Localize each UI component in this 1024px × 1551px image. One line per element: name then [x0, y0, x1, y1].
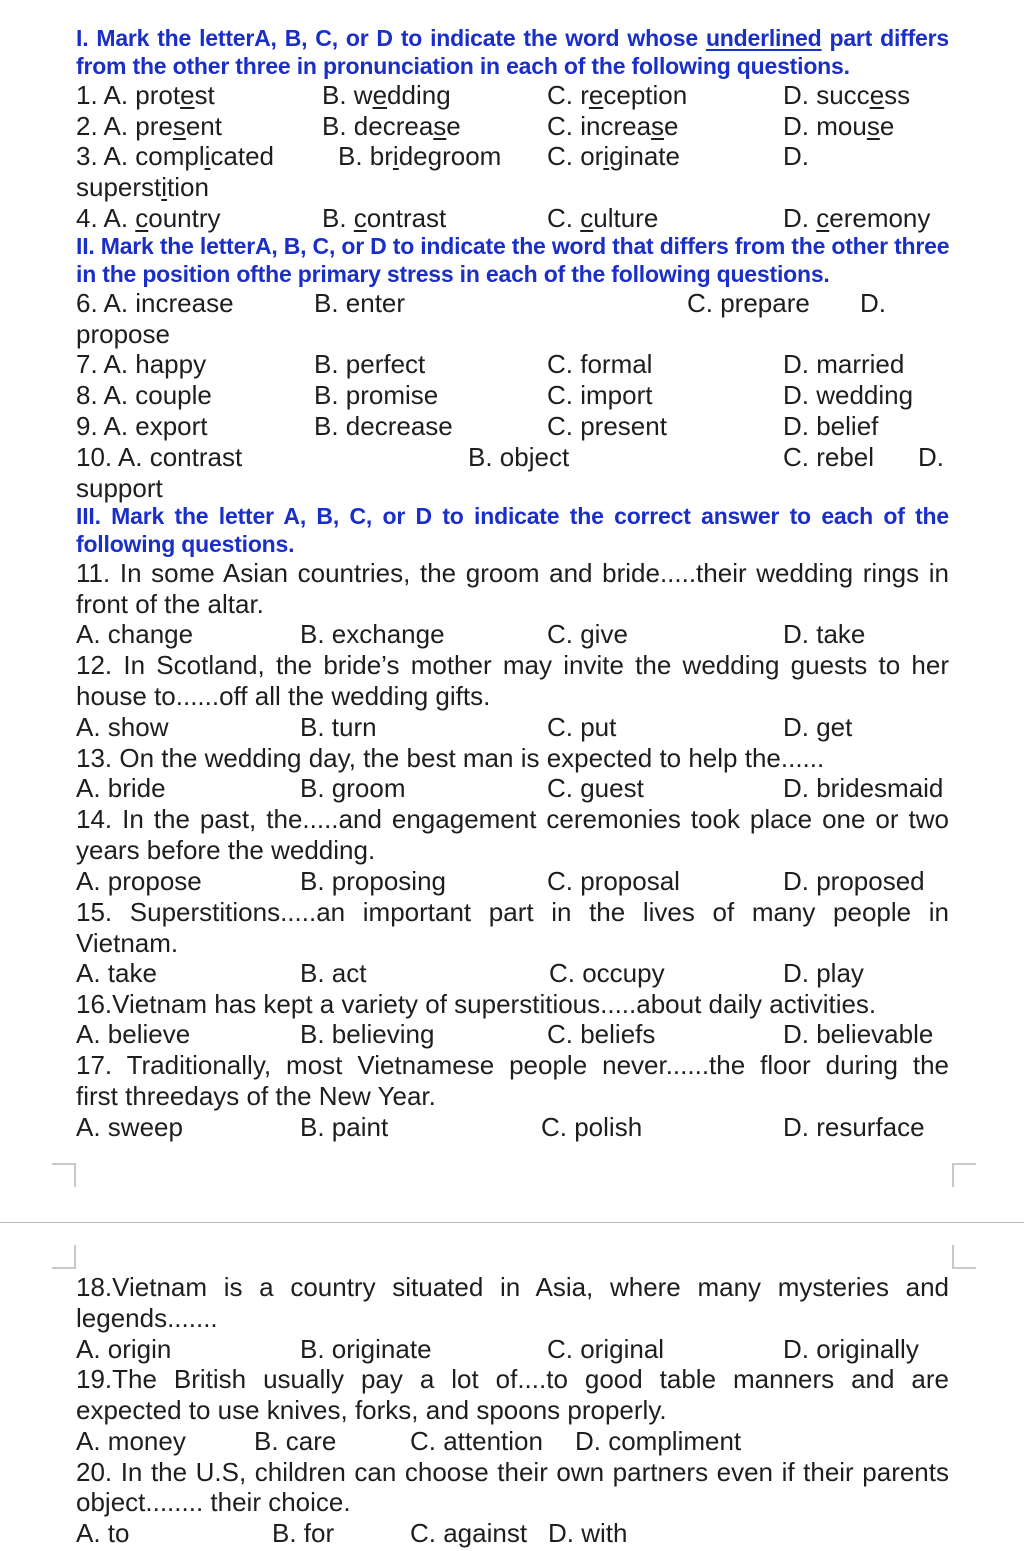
q12-option-c: C. put — [547, 712, 617, 742]
q19-stem-line2: expected to use knives, forks, and spoons properly. — [76, 1395, 667, 1425]
section1-heading-line2: from the other three in pronunciation in each of the following questions. — [76, 53, 850, 79]
q12-option-a: A. show — [76, 712, 169, 742]
q6-option-d-continued: propose — [76, 319, 170, 349]
q2-option-b: B. decrease — [322, 111, 461, 141]
q2-option-d: D. mouse — [783, 111, 895, 141]
section3-heading-line2: following questions. — [76, 531, 295, 557]
q4-option-d: D. ceremony — [783, 203, 931, 233]
q10-option-d: D. — [918, 442, 944, 472]
q10-option-c: C. rebel — [783, 442, 875, 472]
q16-option-a: A. believe — [76, 1019, 191, 1049]
q10-option-b: B. object — [468, 442, 570, 472]
q14-option-d: D. proposed — [783, 866, 925, 896]
q20-option-b: B. for — [272, 1518, 335, 1548]
q10-option-a: 10. A. contrast — [76, 442, 243, 472]
q3-option-a: 3. A. complicated — [76, 141, 275, 171]
page-corner-mark — [52, 1163, 76, 1187]
q17-option-a: A. sweep — [76, 1112, 183, 1142]
q6-option-a: 6. A. increase — [76, 288, 234, 318]
section3-heading-line1: III. Mark the letter A, B, C, or D to indicate the correct answer to each of the — [76, 503, 949, 529]
q3-option-d-continued: superstition — [76, 172, 209, 202]
q20-stem-line1: 20. In the U.S, children can choose their own partners even if their parents — [76, 1457, 949, 1487]
q15-option-a: A. take — [76, 958, 157, 988]
q6-option-c: C. prepare — [687, 288, 810, 318]
q12-option-d: D. get — [783, 712, 853, 742]
q9-option-c: C. present — [547, 411, 667, 441]
q17-option-b: B. paint — [300, 1112, 389, 1142]
q19-option-b: B. care — [254, 1426, 337, 1456]
page-break-divider — [0, 1222, 1024, 1223]
q15-option-b: B. act — [300, 958, 367, 988]
q14-option-b: B. proposing — [300, 866, 446, 896]
q16-option-d: D. believable — [783, 1019, 934, 1049]
q13-option-d: D. bridesmaid — [783, 773, 944, 803]
q16-option-b: B. believing — [300, 1019, 435, 1049]
q15-stem-line1: 15. Superstitions.....an important part in the lives of many people in — [76, 897, 949, 927]
q18-option-d: D. originally — [783, 1334, 919, 1364]
q13-option-b: B. groom — [300, 773, 406, 803]
q8-option-d: D. wedding — [783, 380, 914, 410]
q3-option-c: C. originate — [547, 141, 680, 171]
q11-option-c: C. give — [547, 619, 628, 649]
q13-stem-line1: 13. On the wedding day, the best man is expected to help the...... — [76, 743, 825, 773]
q8-option-a: 8. A. couple — [76, 380, 212, 410]
q15-stem-line2: Vietnam. — [76, 928, 179, 958]
q19-option-c: C. attention — [410, 1426, 543, 1456]
q20-option-a: A. to — [76, 1518, 130, 1548]
q20-stem-line2: object........ their choice. — [76, 1487, 351, 1517]
q11-stem-line2: front of the altar. — [76, 589, 264, 619]
q8-option-b: B. promise — [314, 380, 439, 410]
section1-heading-line1: I. Mark the letterA, B, C, or D to indicate the word whose underlined part differs — [76, 25, 949, 51]
q14-option-c: C. proposal — [547, 866, 680, 896]
q18-option-b: B. originate — [300, 1334, 432, 1364]
page-corner-mark — [52, 1245, 76, 1269]
q11-option-b: B. exchange — [300, 619, 445, 649]
q18-stem-line2: legends....... — [76, 1303, 218, 1333]
q17-option-d: D. resurface — [783, 1112, 925, 1142]
q17-option-c: C. polish — [541, 1112, 643, 1142]
q10-option-d-continued: support — [76, 473, 163, 503]
q18-option-a: A. origin — [76, 1334, 172, 1364]
q19-stem-line1: 19.The British usually pay a lot of....to good table manners and are — [76, 1364, 949, 1394]
q11-option-a: A. change — [76, 619, 194, 649]
q1-option-b: B. wedding — [322, 80, 451, 110]
q6-option-b: B. enter — [314, 288, 406, 318]
q4-option-c: C. culture — [547, 203, 659, 233]
q13-option-c: C. guest — [547, 773, 644, 803]
q4-option-b: B. contrast — [322, 203, 447, 233]
q17-stem-line1: 17. Traditionally, most Vietnamese people never......the floor during the — [76, 1050, 949, 1080]
q7-option-d: D. married — [783, 349, 905, 379]
q6-option-d: D. — [860, 288, 886, 318]
q14-option-a: A. propose — [76, 866, 202, 896]
underlined-word: underlined — [705, 25, 822, 51]
q15-option-c: C. occupy — [549, 958, 665, 988]
page-corner-mark — [952, 1163, 976, 1187]
q7-option-a: 7. A. happy — [76, 349, 207, 379]
q15-option-d: D. play — [783, 958, 864, 988]
q19-option-d: D. compliment — [575, 1426, 742, 1456]
q16-option-c: C. beliefs — [547, 1019, 656, 1049]
q3-option-b: B. bridegroom — [338, 141, 502, 171]
q12-stem-line2: house to......off all the wedding gifts. — [76, 681, 491, 711]
q14-stem-line1: 14. In the past, the.....and engagement ceremonies took place one or two — [76, 804, 949, 834]
q1-option-c: C. reception — [547, 80, 688, 110]
q8-option-c: C. import — [547, 380, 653, 410]
q1-option-d: D. success — [783, 80, 911, 110]
q2-option-a: 2. A. present — [76, 111, 222, 141]
q9-option-d: D. belief — [783, 411, 879, 441]
page-corner-mark — [952, 1245, 976, 1269]
q2-option-c: C. increase — [547, 111, 679, 141]
q12-stem-line1: 12. In Scotland, the bride’s mother may invite the wedding guests to her — [76, 650, 949, 680]
q9-option-b: B. decrease — [314, 411, 453, 441]
q14-stem-line2: years before the wedding. — [76, 835, 376, 865]
q11-option-d: D. take — [783, 619, 866, 649]
section2-heading-line2: in the position ofthe primary stress in each of the following questions. — [76, 261, 830, 287]
q11-stem-line1: 11. In some Asian countries, the groom and bride.....their wedding rings in — [76, 558, 949, 588]
q18-stem-line1: 18.Vietnam is a country situated in Asia, where many mysteries and — [76, 1272, 949, 1302]
q3-option-d: D. — [783, 141, 809, 171]
q4-option-a: 4. A. country — [76, 203, 221, 233]
q9-option-a: 9. A. export — [76, 411, 208, 441]
q16-stem-line1: 16.Vietnam has kept a variety of superstitious.....about daily activities. — [76, 989, 877, 1019]
q13-option-a: A. bride — [76, 773, 166, 803]
q7-option-c: C. formal — [547, 349, 653, 379]
q18-option-c: C. original — [547, 1334, 665, 1364]
q17-stem-line2: first threedays of the New Year. — [76, 1081, 436, 1111]
section2-heading-line1: II. Mark the letterA, B, C, or D to indicate the word that differs from the other three — [76, 233, 950, 259]
q1-option-a: 1. A. protest — [76, 80, 215, 110]
q7-option-b: B. perfect — [314, 349, 426, 379]
q12-option-b: B. turn — [300, 712, 377, 742]
q20-option-c: C. against — [410, 1518, 528, 1548]
q19-option-a: A. money — [76, 1426, 186, 1456]
q20-option-d: D. with — [548, 1518, 628, 1548]
